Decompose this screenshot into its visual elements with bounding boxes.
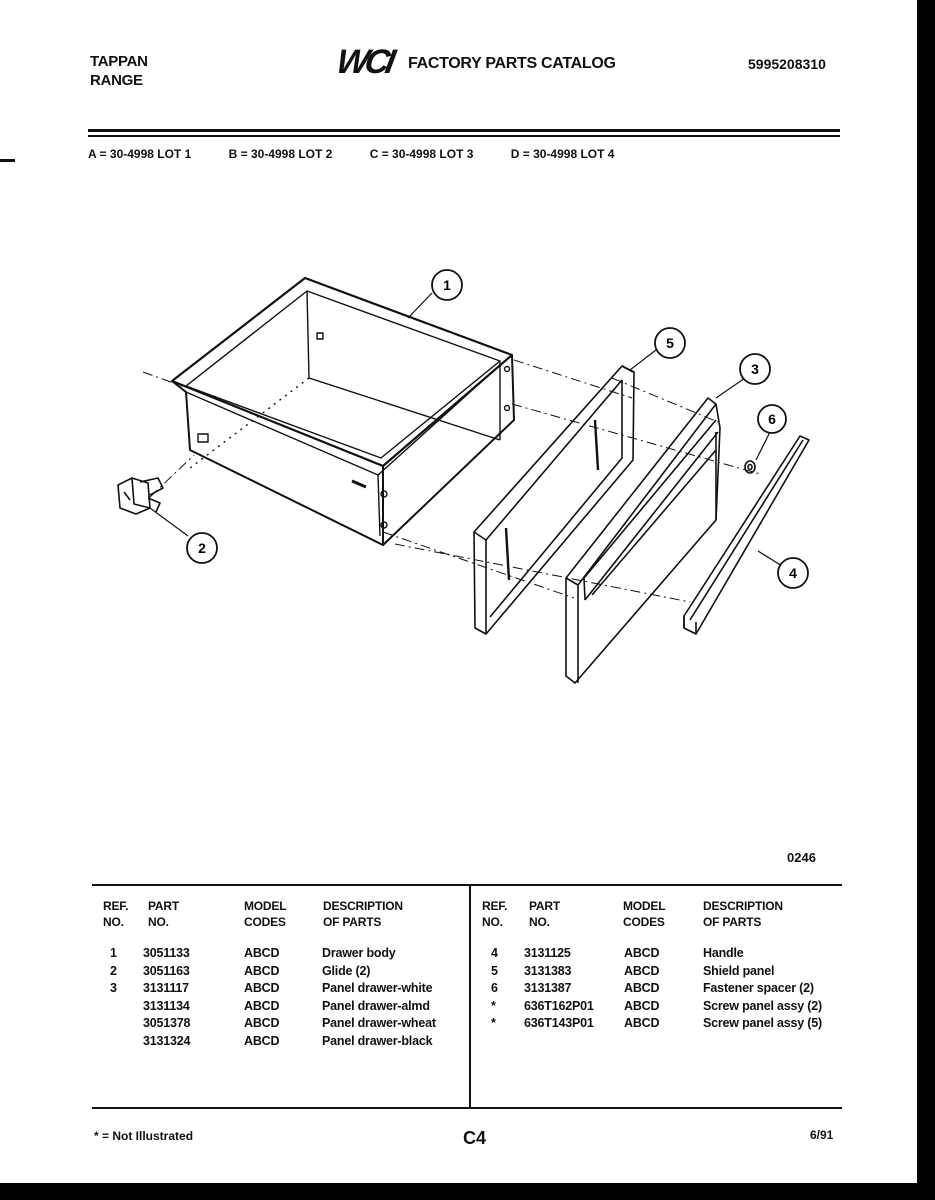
- callout-6: [758, 405, 786, 433]
- table-bottom-rule: [92, 1107, 842, 1109]
- table-cell: Panel drawer-white: [322, 981, 433, 996]
- footnote: * = Not Illustrated: [94, 1129, 194, 1143]
- table-cell: 2: [110, 963, 117, 978]
- table-cell: 6: [491, 981, 498, 996]
- table-cell: Screw panel assy (5): [703, 1016, 822, 1031]
- table-cell: Fastener spacer (2): [703, 981, 814, 996]
- table-cell: 1: [110, 946, 117, 960]
- callout-5: [655, 328, 685, 358]
- right-description-column: [703, 945, 822, 1033]
- wci-logo: WCI: [333, 43, 395, 81]
- callout-3: [740, 354, 770, 384]
- table-cell: 3131117: [143, 981, 189, 996]
- table-cell: 3: [110, 981, 117, 996]
- right-model-column: [624, 945, 659, 1033]
- callout-4: [778, 558, 808, 588]
- table-cell: 3051378: [143, 1016, 191, 1031]
- table-cell: ABCD: [244, 998, 280, 1013]
- table-cell: 3131387: [524, 981, 572, 996]
- table-cell: Glide (2): [322, 963, 371, 978]
- table-cell: Handle: [703, 946, 744, 960]
- left-description-column: [322, 945, 436, 1051]
- page-code: C4: [463, 1128, 487, 1148]
- table-cell: ABCD: [624, 998, 660, 1013]
- table-divider: [469, 884, 471, 1108]
- lot-code-a: A = 30-4998 LOT 1: [88, 147, 192, 161]
- catalog-number: 5995208310: [748, 56, 826, 72]
- header-description-left: DESCRIPTION OF PARTS: [323, 899, 403, 929]
- table-cell: 3131324: [143, 1033, 191, 1048]
- header-part-no-left: PART NO.: [148, 899, 179, 929]
- header-ref-no-right: REF. NO.: [482, 899, 508, 929]
- table-cell: Drawer body: [322, 946, 396, 960]
- lot-code-c: C = 30-4998 LOT 3: [369, 147, 474, 161]
- diagram-reference-code: 0246: [787, 850, 816, 865]
- table-cell: Panel drawer-wheat: [322, 1016, 436, 1031]
- table-cell: 5: [491, 963, 498, 978]
- header-part-no-right: PART NO.: [529, 899, 560, 929]
- table-cell: 3051163: [143, 963, 190, 978]
- table-cell: Screw panel assy (2): [703, 998, 822, 1013]
- lot-code-b: B = 30-4998 LOT 2: [228, 147, 333, 161]
- table-cell: ABCD: [244, 1033, 280, 1048]
- table-cell: ABCD: [244, 963, 280, 978]
- svg-text:6: 6: [768, 411, 776, 427]
- product-type: RANGE: [90, 72, 143, 89]
- right-ref-column: [491, 945, 498, 1033]
- revision-date: 6/91: [810, 1128, 834, 1142]
- table-cell: ABCD: [624, 946, 660, 960]
- right-part-column: [524, 945, 594, 1033]
- table-cell: Shield panel: [703, 963, 775, 978]
- table-cell: ABCD: [244, 946, 280, 960]
- table-cell: 4: [491, 946, 498, 960]
- callout-2: [187, 533, 217, 563]
- table-cell: ABCD: [244, 981, 280, 996]
- svg-text:5: 5: [666, 335, 674, 351]
- table-cell: 3131125: [524, 946, 571, 960]
- table-cell: ABCD: [624, 1016, 660, 1031]
- table-cell: 3051133: [143, 946, 190, 960]
- catalog-title: FACTORY PARTS CATALOG: [408, 55, 616, 72]
- table-cell: 3131134: [143, 998, 190, 1013]
- left-part-column: [143, 945, 190, 1051]
- table-cell: Panel drawer-almd: [322, 998, 430, 1013]
- svg-text:3: 3: [751, 361, 759, 377]
- glide-illustration: [118, 478, 163, 514]
- table-top-rule: [92, 884, 842, 886]
- left-model-column: [244, 945, 279, 1051]
- table-cell: 636T143P01: [524, 1016, 594, 1031]
- drawer-body-illustration: [172, 278, 514, 545]
- callout-1: [432, 270, 462, 300]
- svg-text:1: 1: [443, 277, 451, 293]
- table-cell: [110, 1015, 117, 1033]
- table-cell: ABCD: [244, 1016, 280, 1031]
- table-cell: 636T162P01: [524, 998, 594, 1013]
- brand-name: TAPPAN: [90, 53, 148, 70]
- svg-text:2: 2: [198, 540, 206, 556]
- lot-code-d: D = 30-4998 LOT 4: [510, 147, 615, 161]
- left-ref-column: [110, 945, 117, 1051]
- table-cell: *: [491, 998, 496, 1013]
- header-ref-no-left: REF. NO.: [103, 899, 129, 929]
- table-cell: Panel drawer-black: [322, 1033, 433, 1048]
- table-cell: [110, 998, 117, 1016]
- table-cell: ABCD: [624, 963, 660, 978]
- svg-text:4: 4: [789, 565, 797, 581]
- table-cell: ABCD: [624, 981, 660, 996]
- header-model-codes-right: MODEL CODES: [623, 899, 666, 929]
- header-description-right: DESCRIPTION OF PARTS: [703, 899, 783, 929]
- table-cell: 3131383: [524, 963, 572, 978]
- header-model-codes-left: MODEL CODES: [244, 899, 287, 929]
- table-cell: *: [491, 1016, 496, 1031]
- table-cell: [110, 1033, 117, 1051]
